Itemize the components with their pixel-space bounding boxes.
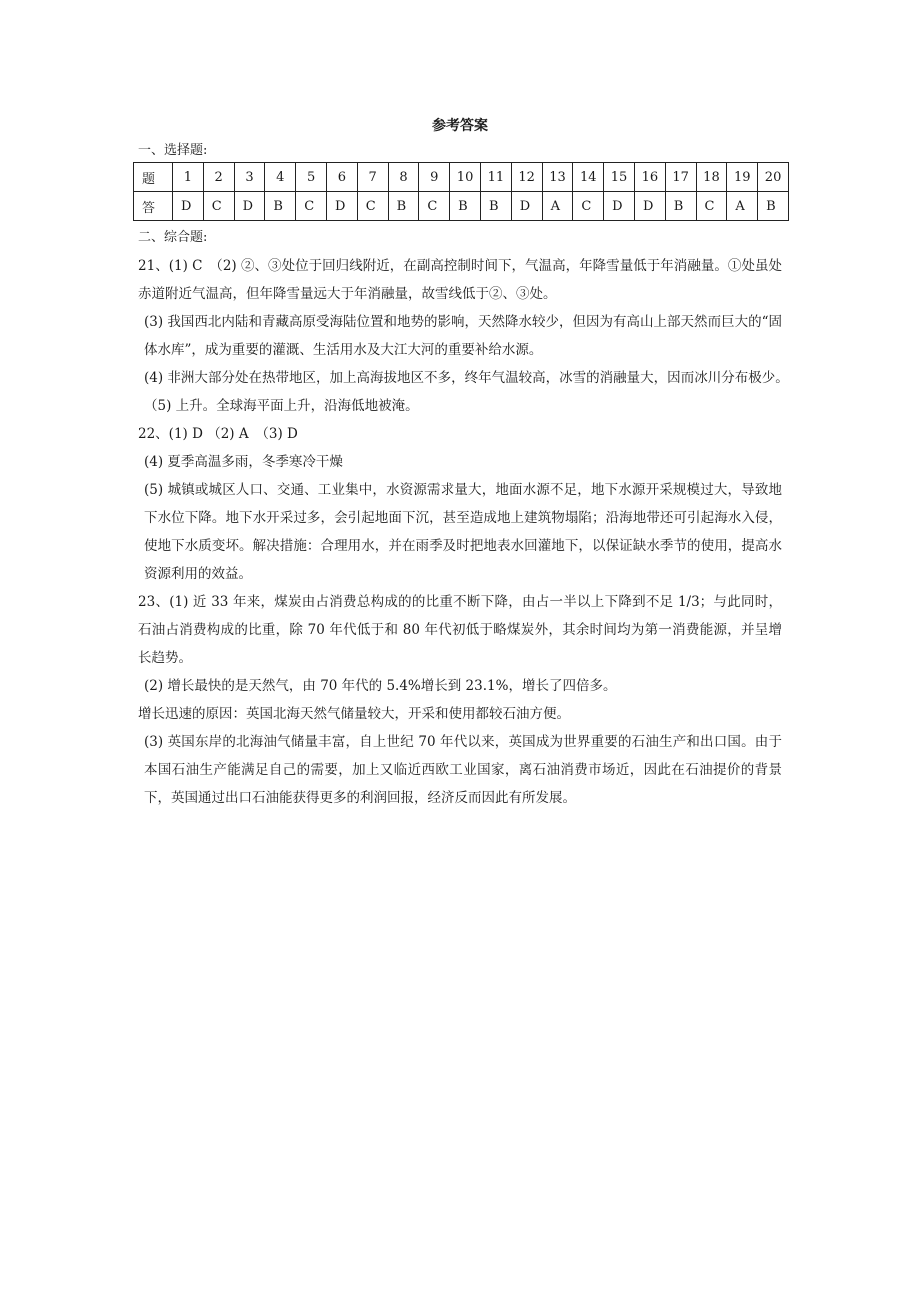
answer-paragraph: (4) 夏季高温多雨，冬季寒冷干燥 — [144, 454, 343, 470]
question-number-cell: 13 — [542, 163, 573, 192]
answer-cell: B — [388, 192, 419, 221]
answer-paragraph: (3) 我国西北内陆和青藏高原受海陆位置和地势的影响，天然降水较少，但因为有高山上部天然而巨大的“固体水库”，成为重要的灌溉、生活用水及大江大河的重要补给水源。 — [144, 314, 782, 358]
answer-cell: D — [173, 192, 204, 221]
answer-row — [134, 192, 789, 221]
answer-cell: B — [758, 192, 789, 221]
question-number-cell: 3 — [234, 163, 265, 192]
question-number-cell: 4 — [265, 163, 296, 192]
question-number-cell: 5 — [296, 163, 327, 192]
question-number-cell: 15 — [604, 163, 635, 192]
answer-cell: D — [634, 192, 665, 221]
answer-cell: B — [265, 192, 296, 221]
answer-cell: D — [234, 192, 265, 221]
question-number-cell: 6 — [326, 163, 357, 192]
question-number-cell: 18 — [696, 163, 727, 192]
answer-cell: B — [480, 192, 511, 221]
answer-paragraph: (2) 增长最快的是天然气，由 70 年代的 5.4%增长到 23.1%，增长了四倍多。 — [144, 678, 617, 694]
answer-paragraph: (4) 非洲大部分处在热带地区，加上高海拔地区不多，终年气温较高，冰雪的消融量大，因而冰川分布极少。 （5) 上升。全球海平面上升，沿海低地被淹。 — [144, 370, 796, 414]
question-number-cell: 8 — [388, 163, 419, 192]
section-heading-comprehensive: 二、综合题: — [138, 230, 208, 245]
question-number-cell: 7 — [357, 163, 388, 192]
section-heading-choice: 一、选择题: — [138, 143, 208, 158]
answer-paragraph: (5) 城镇或城区人口、交通、工业集中，水资源需求量大，地面水源不足，地下水源开采规模过大，导致地下水位下降。地下水开采过多，会引起地面下沉，甚至造成地上建筑物塌陷；沿海地带还可引起海水入侵，使地下水质变坏。解决措施：合理用水，并在雨季及时把地表水回灌地下，以保证缺水季节的使用，提高水资源利用的效益。 — [144, 482, 782, 582]
answer-paragraph: 23、(1) 近 33 年来，煤炭由占消费总构成的的比重不断下降，由占一半以上下降到不足 1/3；与此同时，石油占消费构成的比重，除 70 年代低于和 80 年代初低于略煤炭外，其余时间均为第一消费能源，并呈增长趋势。 — [138, 594, 782, 666]
answer-cell: C — [573, 192, 604, 221]
answer-cell: B — [450, 192, 481, 221]
answer-cell: A — [727, 192, 758, 221]
question-number-cell: 11 — [480, 163, 511, 192]
answer-cell: C — [203, 192, 234, 221]
answer-cell: D — [604, 192, 635, 221]
question-number-cell: 10 — [450, 163, 481, 192]
question-number-cell: 9 — [419, 163, 450, 192]
question-number-cell: 2 — [203, 163, 234, 192]
row-label-answer: 答 — [134, 192, 173, 221]
answer-cell: C — [696, 192, 727, 221]
answer-cell: A — [542, 192, 573, 221]
answer-paragraph: 增长迅速的原因：英国北海天然气储量较大，开采和使用都较石油方便。 — [138, 706, 570, 722]
question-number-cell: 17 — [665, 163, 696, 192]
question-number-cell: 16 — [634, 163, 665, 192]
answer-cell: D — [511, 192, 542, 221]
page-title: 参考答案 — [432, 118, 488, 134]
answer-table — [133, 162, 789, 221]
answer-paragraph: 22、(1) D （2) A （3) D — [138, 426, 298, 442]
answer-paragraph: 21、(1) C （2) ②、③处位于回归线附近，在副高控制时间下，气温高，年降雪量低于年消融量。①处虽处赤道附近气温高，但年降雪量远大于年消融量，故雪线低于②、③处。 — [138, 258, 782, 302]
question-number-cell: 14 — [573, 163, 604, 192]
answer-cell: C — [296, 192, 327, 221]
answer-paragraph: (3) 英国东岸的北海油气储量丰富，自上世纪 70 年代以来，英国成为世界重要的石油生产和出口国。由于本国石油生产能满足自己的需要，加上又临近西欧工业国家，离石油消费市场近，因此在石油提价的背景下，英国通过出口石油能获得更多的利润回报，经济反而因此有所发展。 — [144, 734, 782, 806]
answer-body — [138, 252, 796, 812]
question-number-cell: 12 — [511, 163, 542, 192]
answer-cell: D — [326, 192, 357, 221]
question-number-cell: 1 — [173, 163, 204, 192]
answer-cell: C — [357, 192, 388, 221]
answer-cell: B — [665, 192, 696, 221]
answer-cell: C — [419, 192, 450, 221]
question-number-row — [134, 163, 789, 192]
question-number-cell: 19 — [727, 163, 758, 192]
question-number-cell: 20 — [758, 163, 789, 192]
row-label-question: 题 — [134, 163, 173, 192]
